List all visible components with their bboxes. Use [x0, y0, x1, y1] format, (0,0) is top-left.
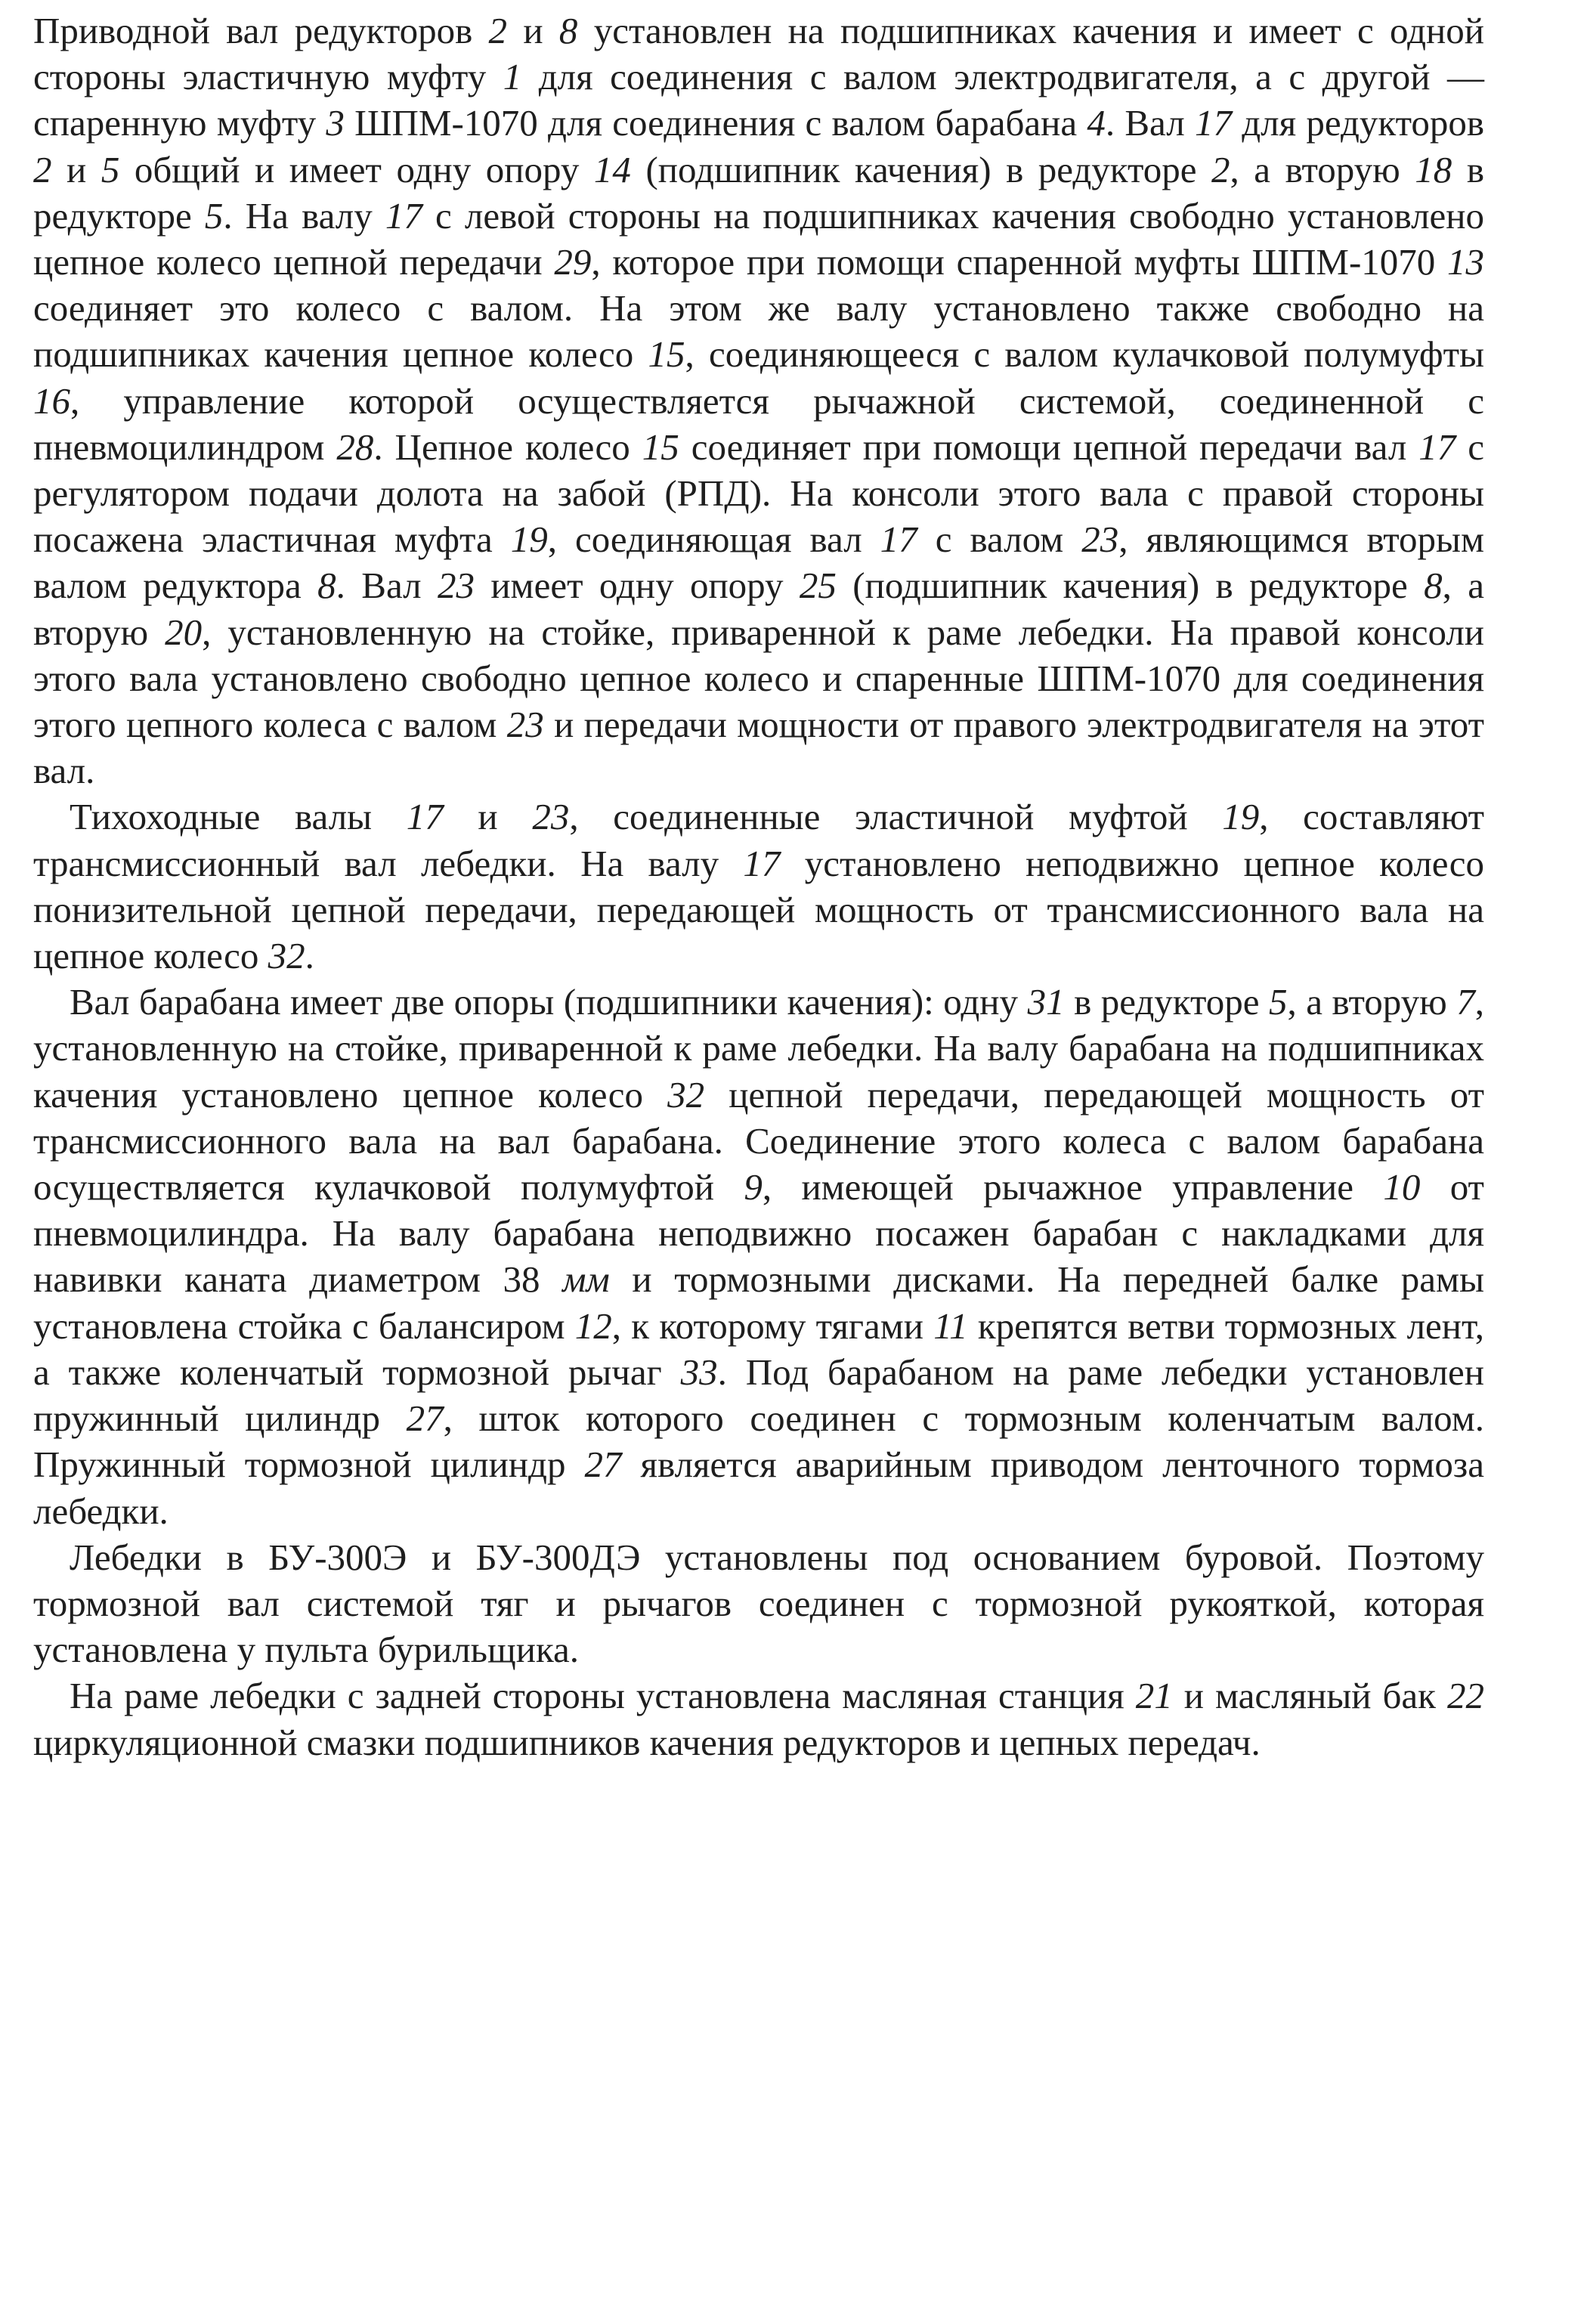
text-run: в редукторе — [1064, 981, 1269, 1023]
part-reference-number: 19 — [1222, 796, 1260, 838]
text-run: . — [305, 935, 314, 977]
text-run: с левой стороны на подшипниках качения свободно установлено цепное колесо цепной передачи — [33, 194, 1484, 283]
part-reference-number: 7 — [1456, 981, 1475, 1023]
text-run: Тихоходные валы — [70, 796, 407, 838]
part-reference-number: 15 — [642, 425, 679, 468]
part-reference-number: 17 — [406, 796, 444, 838]
text-run: На раме лебедки с задней стороны установлена масляная станция — [70, 1675, 1136, 1717]
part-reference-number: 28 — [336, 425, 374, 468]
part-reference-number: 3 — [326, 102, 345, 144]
paragraph-4 — [33, 1534, 1484, 1673]
text-run: и — [51, 148, 101, 190]
text-run: , а вторую — [1230, 148, 1415, 190]
part-reference-number: 9 — [744, 1166, 763, 1208]
text-run: , составляют трансмиссионный вал лебедки. На валу — [33, 796, 1484, 884]
paragraph-2 — [33, 794, 1484, 979]
document-page — [33, 0, 1484, 1765]
part-reference-number: 27 — [584, 1444, 622, 1486]
part-reference-number: 21 — [1135, 1675, 1173, 1717]
text-run: , которое при помощи спаренной муфты ШПМ-1070 — [591, 241, 1447, 283]
paragraph-1 — [33, 8, 1484, 794]
text-run: . Под барабаном на раме лебедки установлен пружинный цилиндр — [33, 1351, 1485, 1440]
text-run: циркуляционной смазки подшипников качения редукторов и цепных передач. — [33, 1721, 1261, 1763]
part-reference-number: 33 — [680, 1351, 718, 1393]
part-reference-number: 8 — [558, 10, 578, 51]
text-run: с валом — [917, 518, 1082, 561]
part-reference-number: 2 — [1211, 148, 1230, 190]
part-reference-number: 17 — [1418, 425, 1456, 468]
text-run: , а вторую — [33, 565, 1484, 653]
text-run: , имеющей рычажное управление — [762, 1166, 1384, 1208]
text-run: , управление которой осуществляется рычажной системой, соединенной с пневмоцилиндром — [33, 379, 1484, 468]
text-run: . На валу — [223, 194, 385, 237]
part-reference-number: 18 — [1415, 148, 1452, 190]
text-run: установлен на подшипниках качения и имеет с одной стороны эластичную муфту — [33, 10, 1484, 98]
part-reference-number: 12 — [574, 1304, 612, 1347]
text-run: с регулятором подачи долота на забой (РПД). На консоли этого вала с правой стороны посажена эластичная муфта — [33, 425, 1484, 561]
part-reference-number: 2 — [488, 10, 508, 51]
text-run: , являющимся вторым валом редуктора — [33, 518, 1484, 607]
part-reference-number: 16 — [33, 379, 70, 422]
text-run: , а вторую — [1287, 981, 1457, 1023]
text-run: , соединяющееся с валом кулачковой полумуфты — [685, 333, 1484, 376]
part-reference-number: 23 — [532, 796, 570, 838]
text-run: , шток которого соединен с тормозным коленчатым валом. Пружинный тормозной цилиндр — [33, 1397, 1485, 1486]
paragraph-5 — [33, 1673, 1484, 1765]
part-reference-number: 20 — [165, 611, 203, 653]
text-run: ШПМ-1070 для соединения с валом барабана — [344, 102, 1087, 144]
text-run: . Вал — [1105, 102, 1195, 144]
part-reference-number: 25 — [799, 565, 837, 607]
part-reference-number: 8 — [1424, 565, 1443, 607]
text-run: и — [507, 10, 559, 51]
text-run: Приводной вал редукторов — [33, 10, 489, 51]
text-run: (подшипник качения) в редукторе — [836, 565, 1425, 607]
text-run: в редукторе — [33, 148, 1484, 237]
text-run: общий и имеет одну опору — [119, 148, 594, 190]
paragraph-3 — [33, 979, 1484, 1533]
text-run: . Цепное колесо — [373, 425, 642, 468]
text-run: Вал барабана имеет две опоры (подшипники качения): одну — [70, 981, 1028, 1023]
text-run: цепной передачи, передающей мощность от трансмиссионного вала на вал барабана. Соединение этого колеса с валом барабана осуществляется кулачковой полумуфтой — [33, 1073, 1484, 1208]
part-reference-number: 17 — [743, 842, 781, 884]
text-run: крепятся ветви тормозных лент, а также коленчатый тормозной рычаг — [33, 1304, 1485, 1393]
part-reference-number: 5 — [204, 194, 224, 237]
part-reference-number: 14 — [593, 148, 631, 190]
text-run: и передачи мощности от правого электродвигателя на этот вал. — [33, 704, 1484, 792]
text-run: , установленную на стойке, приваренной к раме лебедки. На валу барабана на подшипниках качения установлено цепное колесо — [33, 981, 1484, 1116]
part-reference-number: 13 — [1447, 241, 1484, 283]
text-run: имеет одну опору — [474, 565, 800, 607]
text-run: , к которому тягами — [611, 1304, 934, 1347]
text-run: и — [443, 796, 533, 838]
text-run: (подшипник качения) в редукторе — [630, 148, 1212, 190]
part-reference-number: 19 — [510, 518, 548, 561]
part-reference-number: 8 — [317, 565, 336, 607]
part-reference-number: 4 — [1087, 102, 1106, 144]
part-reference-number: 32 — [667, 1073, 705, 1116]
part-reference-number: 23 — [1081, 518, 1119, 561]
part-reference-number: 2 — [33, 148, 52, 190]
text-run: , установленную на стойке, приваренной к раме лебедки. На правой консоли этого вала установлено свободно цепное колесо и спаренные ШПМ-1070 для соединения этого цепного колеса с валом — [33, 611, 1484, 746]
text-run: от пневмоцилиндра. На валу барабана неподвижно посажен барабан с накладками для навивки каната диаметром 38 — [33, 1166, 1484, 1301]
text-run: для редукторов — [1231, 102, 1484, 144]
part-reference-number: 5 — [1269, 981, 1288, 1023]
part-reference-number: 23 — [437, 565, 475, 607]
part-reference-number: 17 — [385, 194, 422, 237]
part-reference-number: 17 — [1194, 102, 1232, 144]
part-reference-number: 31 — [1027, 981, 1065, 1023]
text-run: , соединяющая вал — [547, 518, 880, 561]
text-run: . Вал — [336, 565, 438, 607]
text-run: , соединенные эластичной муфтой — [569, 796, 1223, 838]
part-reference-number: 29 — [554, 241, 592, 283]
part-reference-number: 23 — [506, 704, 544, 746]
text-run: и тормозными дисками. На передней балке рамы установлена стойка с балансиром — [33, 1258, 1484, 1347]
part-reference-number: 1 — [503, 56, 522, 98]
part-reference-number: 10 — [1383, 1166, 1421, 1208]
text-run: для соединения с валом электродвигателя, а с другой — спаренную муфту — [33, 56, 1485, 144]
text-run: и масляный бак — [1172, 1675, 1447, 1717]
part-reference-number: 17 — [880, 518, 917, 561]
text-run: соединяет при помощи цепной передачи вал — [679, 425, 1419, 468]
text-run: является аварийным приводом ленточного тормоза лебедки. — [33, 1444, 1485, 1532]
text-run: установлено неподвижно цепное колесо понизительной цепной передачи, передающей мощность от трансмиссионного вала на цепное колесо — [33, 842, 1484, 977]
part-reference-number: 27 — [406, 1397, 444, 1440]
part-reference-number: 22 — [1446, 1675, 1484, 1717]
part-reference-number: 5 — [101, 148, 120, 190]
part-reference-number: 32 — [268, 935, 305, 977]
part-reference-number: мм — [562, 1258, 610, 1301]
text-run: соединяет это колесо с валом. На этом же валу установлено также свободно на подшипниках качения цепное колесо — [33, 287, 1484, 376]
text-run: Лебедки в БУ-300Э и БУ-300ДЭ установлены под основанием буровой. Поэтому тормозной вал системой тяг и рычагов соединен с тормозной рукояткой, которая установлена у пульта бурильщика. — [33, 1536, 1484, 1671]
part-reference-number: 11 — [933, 1304, 968, 1347]
part-reference-number: 15 — [648, 333, 685, 376]
